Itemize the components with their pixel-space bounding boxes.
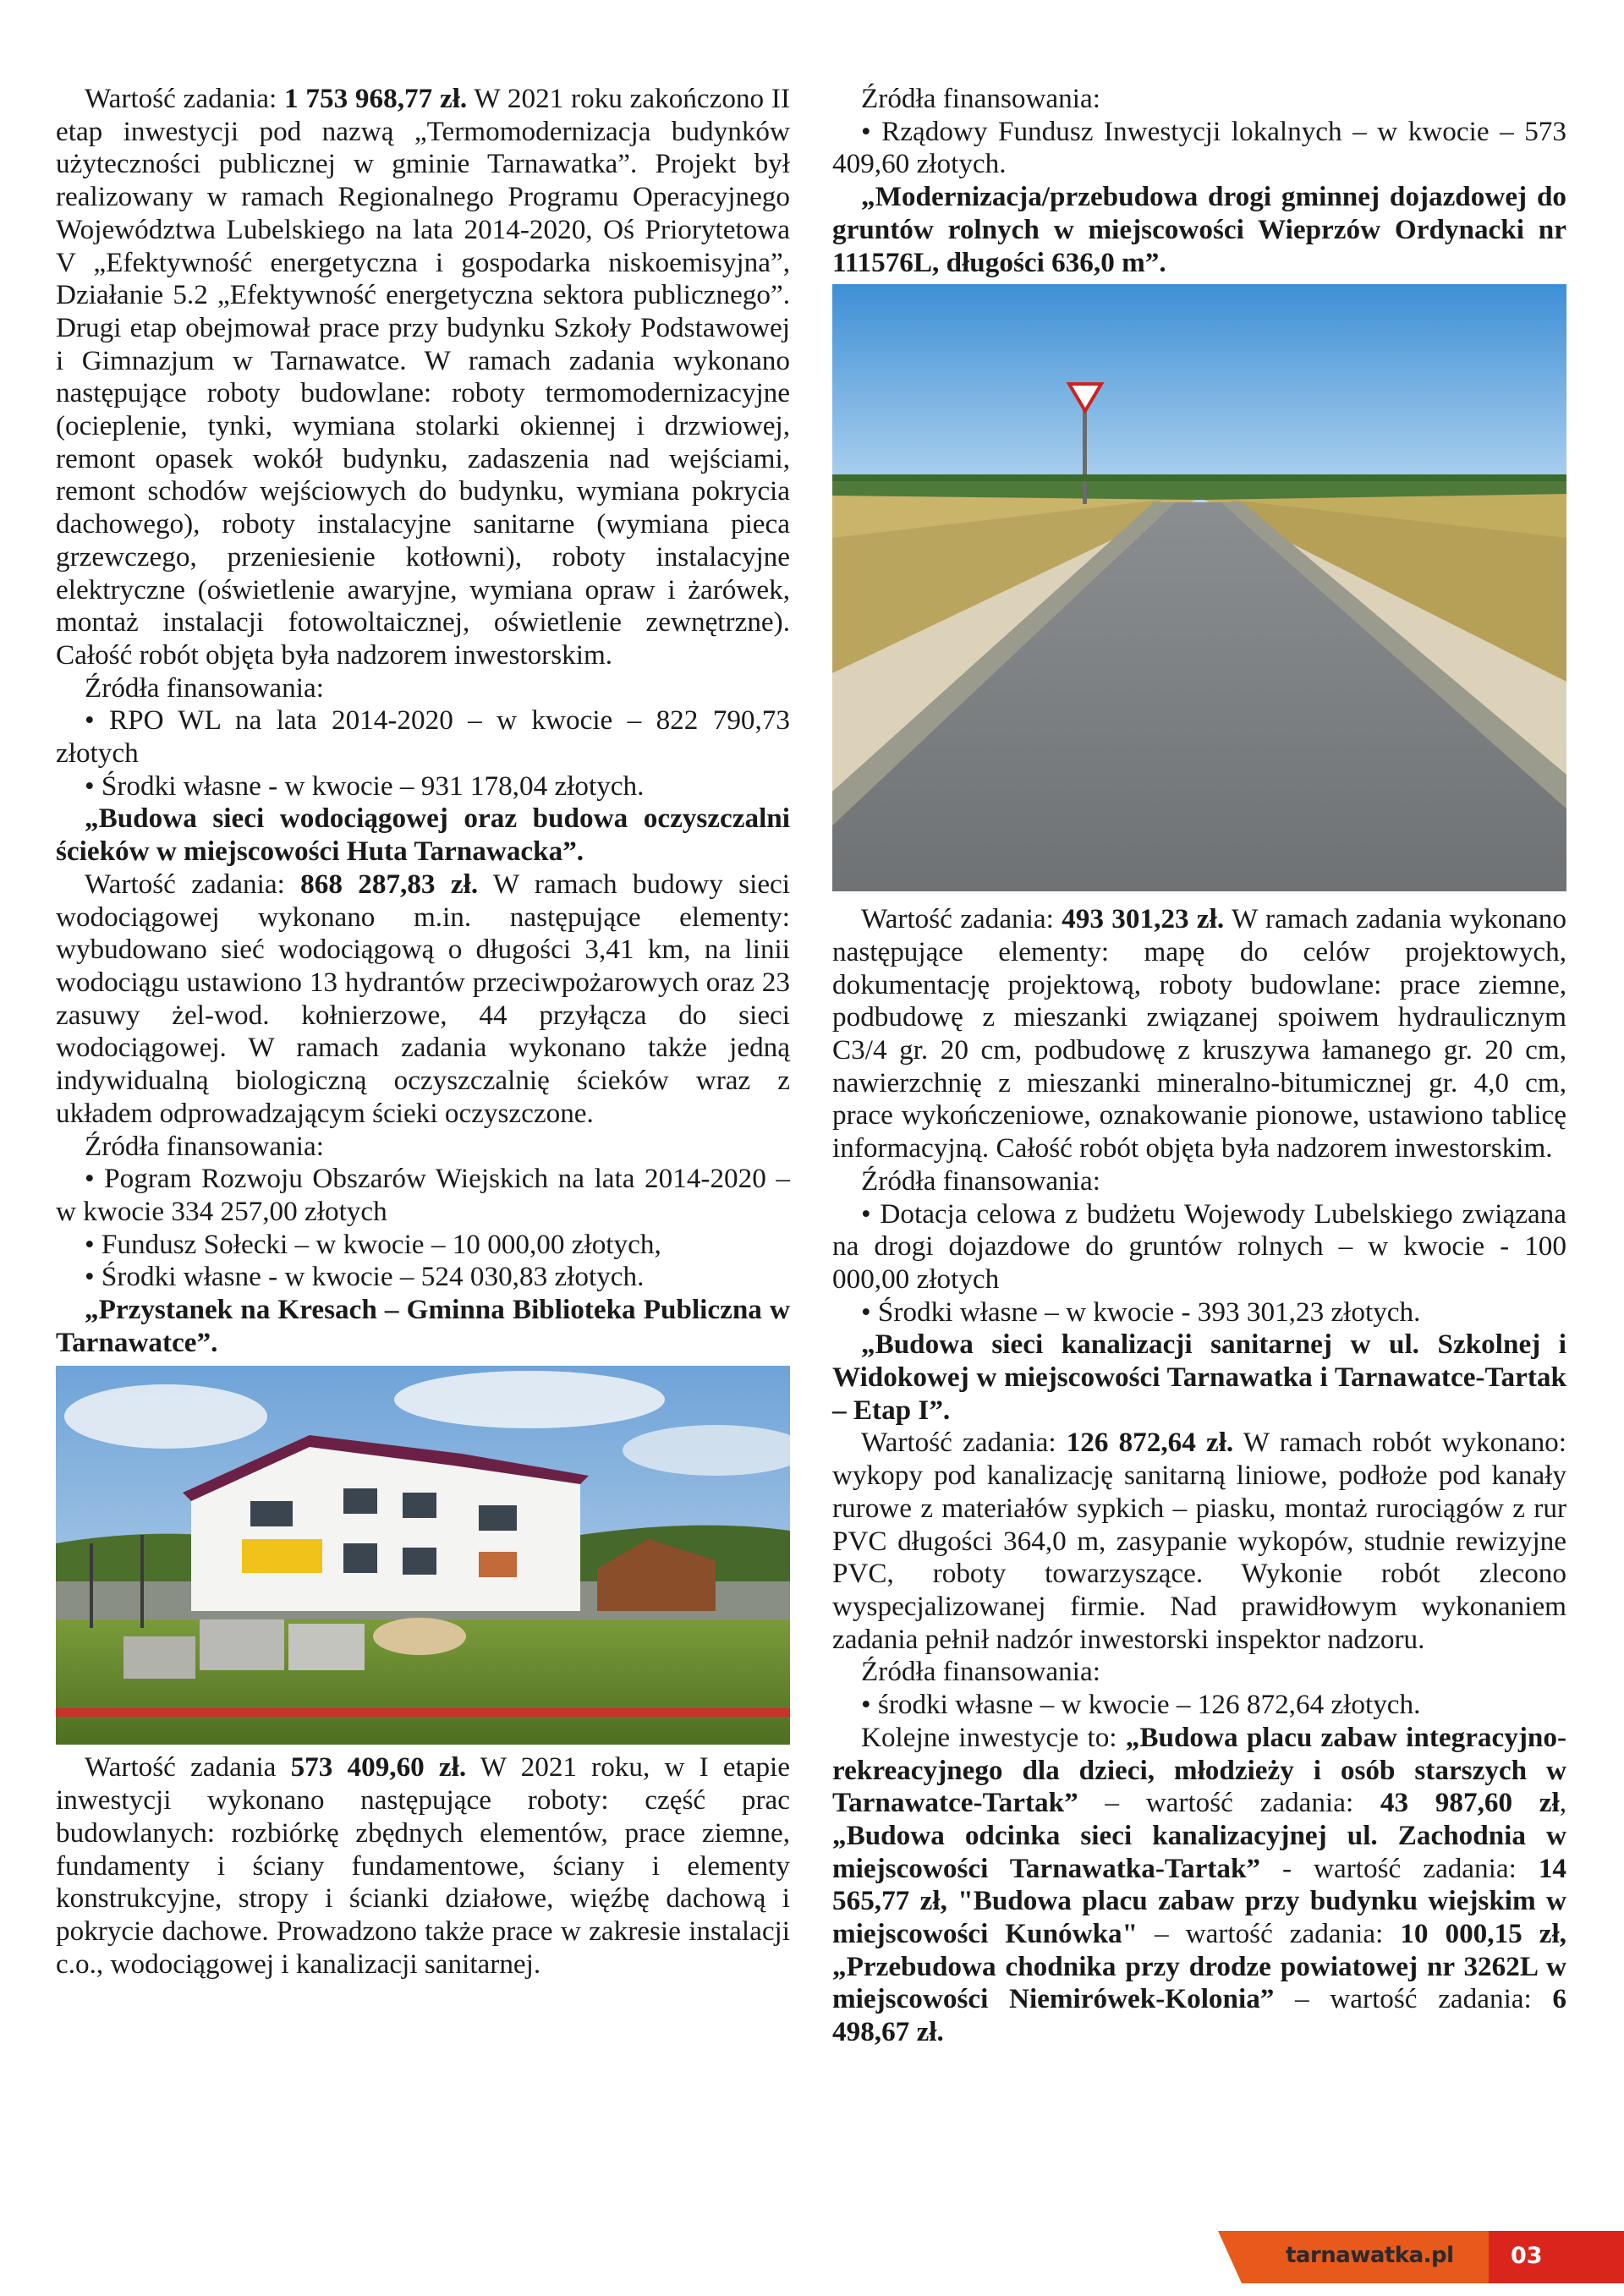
source-item: • Pogram Rozwoju Obszarów Wiejskich na lata 2014-2020 – w kwocie 334 257,00 złotych: [56, 1163, 790, 1227]
paragraph-other-investments: Kolejne inwestycje to: „Budowa placu zabaw integracyjno-rekreacyjnego dla dzieci, młodzieży i osób starszych w Tarnawatce-Tartak” – wartość zadania: 43 987,60 zł, „Budowa odcinka sieci kanalizacyjnej ul. Zachodnia w miejscowości Tarnawatka-Tartak” - wartość zadania: 14 565,77 zł, "Budowa placu zabaw przy budynku wiejskim w miejscowości Kunówka" – wartość zadania: 10 000,15 zł, „Przebudowa chodnika przy drodze powiatowej nr 3262L w miejscowości Niemirówek-Kolonia” – wartość zadania: 6 498,67 zł.: [832, 1721, 1567, 2048]
paragraph-termomodernizacja: Wartość zadania: 1 753 968,77 zł. W 2021 roku zakończono II etap inwestycji pod nazwą „Termomodernizacja budynków użyteczności publicznej w gminie Tarnawatka”. Projekt był realizowany w ramach Regionalnego Programu Operacyjnego Województwa Lubelskiego na lata 2014-2020, Oś Priorytetowa V „Efektywność energetyczna i gospodarka niskoemisyjna”, Działanie 5.2 „Efektywność energetyczna sektora publicznego”. Drugi etap obejmował prace przy budynku Szkoły Podstawowej i Gimnazjum w Tarnawatce. W ramach zadania wykonano następujące roboty budowlane: roboty termomodernizacyjne (ocieplenie, tynki, wymiana stolarki okiennej i drzwiowej, remont opasek wokół budynku, zadaszenia nad wejściami, remont schodów wejściowych do budynku, wymiana pokrycia dachowego), roboty instalacyjne sanitarne (wymiana pieca grzewczego, przeniesienie kotłowni), roboty instalacyjne elektryczne (oświetlenie awaryjne, wymiana opraw i żarówek, montaż instalacji fotowoltaicznej, oświetlenie zewnętrzne). Całość robót objęta była nadzorem inwestorskim.: [56, 83, 791, 671]
paragraph-library: Wartość zadania 573 409,60 zł. W 2021 roku, w I etapie inwestycji wykonano następujące roboty: część prac budowlanych: rozbiórkę zbędnych elementów, prace ziemne, fundamenty i ściany fundamentowe, ściany i elementy konstrukcyjne, stropy i ścianki działowe, więźbę dachową i pokrycie dachowe. Prowadzono także prace w zakresie instalacji c.o., wodociągowej i kanalizacji sanitarnej.: [56, 1751, 791, 1980]
left-column: [56, 83, 790, 1981]
source-item: • środki własne – w kwocie – 126 872,64 złotych.: [861, 1689, 1421, 1721]
page-number: 03: [1511, 2243, 1543, 2269]
library-building-photo: [56, 1366, 790, 1745]
section-title-sewage: „Budowa sieci kanalizacji sanitarnej w ul. Szkolnej i Widokowej w miejscowości Tarnawatka i Tarnawatce-Tartak – Etap I”.: [832, 1329, 1566, 1426]
sources-heading: Źródła finansowania:: [861, 1164, 1100, 1197]
source-item: • Środki własne – w kwocie - 393 301,23 złotych.: [861, 1296, 1421, 1328]
sources-heading: Źródła finansowania:: [85, 671, 324, 704]
paragraph-sewage: Wartość zadania: 126 872,64 zł. W ramach robót wykonano: wykopy pod kanalizację sanitarną liniowe, podłoże pod kanały rurowe z materiałów sypkich – piasku, montaż rurociągów z rur PVC długości 364,0 m, zasypanie wykopów, studnie rewizyjne PVC, roboty towarzyszące. Wykonie robót zlecono wyspecjalizowanej firmie. Nad prawidłowym wykonaniem zadania pełnił nadzór inwestorski inspektor nadzoru.: [832, 1427, 1566, 1655]
task-value: 1 753 968,77 zł.: [284, 83, 468, 114]
source-item: • Rządowy Fundusz Inwestycji lokalnych – w kwocie – 573 409,60 złotych.: [832, 115, 1566, 180]
section-title-road: „Modernizacja/przebudowa drogi gminnej dojazdowej do gruntów rolnych w miejscowości Wieprzów Ordynacki nr 111576L, długości 636,0 m”.: [832, 181, 1566, 278]
section-title-library: „Przystanek na Kresach – Gminna Biblioteka Publiczna w Tarnawatce”.: [56, 1294, 790, 1358]
source-item: • Dotacja celowa z budżetu Wojewody Lubelskiego związana na drogi dojazdowe do gruntów rolnych – w kwocie - 100 000,00 złotych: [832, 1197, 1566, 1295]
task-value: 573 409,60 zł.: [290, 1751, 467, 1784]
sources-heading: Źródła finansowania:: [85, 1130, 324, 1162]
source-item: • RPO WL na lata 2014-2020 – w kwocie – 822 790,73 złotych: [56, 704, 790, 770]
task-value: 868 287,83 zł.: [300, 868, 479, 900]
task-value: 126 872,64 zł.: [1066, 1427, 1234, 1459]
road-photo: [832, 284, 1566, 891]
sources-heading: Źródła finansowania:: [861, 1656, 1100, 1688]
source-item: • Środki własne - w kwocie – 524 030,83 złotych.: [85, 1261, 645, 1293]
sources-heading: Źródła finansowania:: [861, 83, 1100, 114]
source-item: • Fundusz Sołecki – w kwocie – 10 000,00 złotych,: [85, 1228, 661, 1260]
section-title-water-network: „Budowa sieci wodociągowej oraz budowa oczyszczalni ścieków w miejscowości Huta Tarnawacka”.: [56, 803, 790, 868]
right-column: [832, 83, 1566, 2049]
task-value: 493 301,23 zł.: [1062, 903, 1225, 935]
source-item: • Środki własne - w kwocie – 931 178,04 złotych.: [85, 770, 645, 802]
paragraph-water-network: Wartość zadania: 868 287,83 zł. W ramach budowy sieci wodociągowej wykonano m.in. następujące elementy: wybudowano sieć wodociągową o długości 3,41 km, na linii wodociągu ustawiono 13 hydrantów przeciwpożarowych oraz 23 zasuwy żel-wod. kołnierzowe, 44 przyłącza do sieci wodociągowej. W ramach zadania wykonano także jedną indywidualną biologiczną oczyszczalnię ścieków wraz z układem odprowadzającym ścieki oczyszczone.: [56, 868, 791, 1129]
paragraph-road: Wartość zadania: 493 301,23 zł. W ramach zadania wykonano następujące elementy: mapę do celów projektowych, dokumentację projektową, roboty budowlane: prace ziemne, podbudowę z mieszanki związanej spoiwem hydraulicznym C3/4 gr. 20 cm, podbudowę z kruszywa łamanego gr. 20 cm, nawierzchnię z mieszanki mineralno-bitumicznej gr. 4,0 cm, prace wykończeniowe, oznakowanie pionowe, ustawiono tablicę informacyjną. Całość robót objęta była nadzorem inwestorskim.: [832, 903, 1566, 1164]
footer-red-band: [1489, 2231, 1624, 2283]
footer-site-link[interactable]: tarnawatka.pl: [1286, 2243, 1454, 2268]
